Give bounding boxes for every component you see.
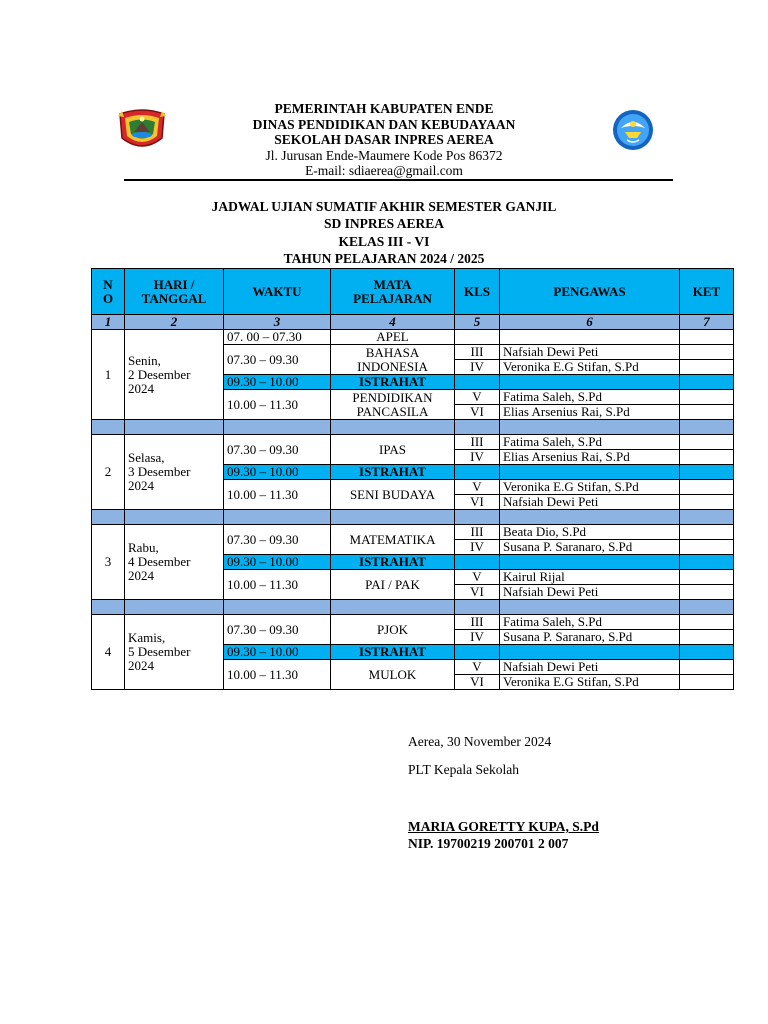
class-cell: IV (455, 540, 500, 555)
class-cell: V (455, 480, 500, 495)
day-date: Selasa, 3 Desember 2024 (125, 435, 224, 510)
document-title: JADWAL UJIAN SUMATIF AKHIR SEMESTER GANJIL (211, 199, 557, 214)
col-number: 4 (331, 315, 455, 330)
break-label: ISTRAHAT (331, 375, 455, 390)
proctor-cell: Susana P. Saranaro, S.Pd (500, 540, 680, 555)
day-number: 1 (92, 330, 125, 420)
table-row (92, 330, 734, 345)
class-cell: VI (455, 405, 500, 420)
break-time: 09.30 – 10.00 (224, 555, 331, 570)
proctor-cell: Nafsiah Dewi Peti (500, 585, 680, 600)
letterhead-divider (124, 179, 673, 181)
time-cell: 10.00 – 11.30 (224, 570, 331, 600)
class-cell: IV (455, 630, 500, 645)
signature-nip: NIP. 19700219 200701 2 007 (408, 836, 569, 851)
time-cell: 07.30 – 09.30 (224, 435, 331, 465)
subject-cell: MATEMATIKA (331, 525, 455, 555)
letterhead-department: DINAS PENDIDIKAN DAN KEBUDAYAAN (252, 117, 516, 132)
signature-name: MARIA GORETTY KUPA, S.Pd (408, 819, 599, 834)
subject-cell: SENI BUDAYA (331, 480, 455, 510)
col-number: 2 (125, 315, 224, 330)
class-cell: IV (455, 450, 500, 465)
letterhead-school: SEKOLAH DASAR INPRES AEREA (274, 132, 494, 147)
class-cell: VI (455, 495, 500, 510)
subject-cell: BAHASA INDONESIA (331, 345, 455, 375)
day-date: Kamis, 5 Desember 2024 (125, 615, 224, 690)
class-cell: III (455, 615, 500, 630)
proctor-cell: Elias Arsenius Rai, S.Pd (500, 405, 680, 420)
proctor-cell: Nafsiah Dewi Peti (500, 660, 680, 675)
document-class: KELAS III - VI (338, 234, 430, 249)
header-ket: KET (680, 269, 734, 315)
signature-place-date: Aerea, 30 November 2024 (408, 734, 552, 749)
day-number: 3 (92, 525, 125, 600)
time-cell: 10.00 – 11.30 (224, 660, 331, 690)
proctor-cell: Veronika E.G Stifan, S.Pd (500, 360, 680, 375)
class-cell: III (455, 525, 500, 540)
break-time: 09.30 – 10.00 (224, 645, 331, 660)
table-row (92, 525, 734, 540)
document-year: TAHUN PELAJARAN 2024 / 2025 (283, 251, 485, 266)
class-cell: VI (455, 675, 500, 690)
proctor-cell: Veronika E.G Stifan, S.Pd (500, 675, 680, 690)
table-row (92, 615, 734, 630)
subject-cell: PENDIDIKAN PANCASILA (331, 390, 455, 420)
letterhead-address: Jl. Jurusan Ende-Maumere Kode Pos 86372 (265, 148, 503, 163)
time-cell: 07.30 – 09.30 (224, 345, 331, 375)
col-number: 6 (500, 315, 680, 330)
subject-cell: IPAS (331, 435, 455, 465)
header-kls: KLS (455, 269, 500, 315)
time-cell: 10.00 – 11.30 (224, 480, 331, 510)
class-cell: V (455, 570, 500, 585)
proctor-cell: Beata Dio, S.Pd (500, 525, 680, 540)
break-time: 09.30 – 10.00 (224, 375, 331, 390)
proctor-cell: Fatima Saleh, S.Pd (500, 390, 680, 405)
subject-cell: PAI / PAK (331, 570, 455, 600)
header-mata-pelajaran: MATA PELAJARAN (331, 269, 455, 315)
header-waktu: WAKTU (224, 269, 331, 315)
col-number: 5 (455, 315, 500, 330)
table-header-row (92, 269, 734, 315)
separator-row (92, 600, 734, 615)
subject-cell: MULOK (331, 660, 455, 690)
col-number: 3 (224, 315, 331, 330)
column-number-row (92, 315, 734, 330)
break-label: ISTRAHAT (331, 555, 455, 570)
header-no: N O (92, 269, 125, 315)
separator-row (92, 420, 734, 435)
proctor-cell: Veronika E.G Stifan, S.Pd (500, 480, 680, 495)
time-cell: 10.00 – 11.30 (224, 390, 331, 420)
proctor-cell: Kairul Rijal (500, 570, 680, 585)
document-school: SD INPRES AEREA (323, 216, 445, 231)
col-number: 1 (92, 315, 125, 330)
day-date: Senin, 2 Desember 2024 (125, 330, 224, 420)
table-row (92, 435, 734, 450)
time-cell: 07.30 – 09.30 (224, 615, 331, 645)
time-cell: 07. 00 – 07.30 (224, 330, 331, 345)
separator-row (92, 510, 734, 525)
subject-cell: PJOK (331, 615, 455, 645)
class-cell: V (455, 660, 500, 675)
break-time: 09.30 – 10.00 (224, 465, 331, 480)
proctor-cell: Fatima Saleh, S.Pd (500, 615, 680, 630)
break-label: ISTRAHAT (331, 645, 455, 660)
letterhead-email: E-mail: sdiaerea@gmail.com (305, 163, 463, 178)
header-pengawas: PENGAWAS (500, 269, 680, 315)
proctor-cell: Nafsiah Dewi Peti (500, 495, 680, 510)
proctor-cell: Nafsiah Dewi Peti (500, 345, 680, 360)
header-hari-tanggal: HARI / TANGGAL (125, 269, 224, 315)
class-cell: IV (455, 360, 500, 375)
subject-cell: APEL (331, 330, 455, 345)
proctor-cell: Elias Arsenius Rai, S.Pd (500, 450, 680, 465)
class-cell: V (455, 390, 500, 405)
col-number: 7 (680, 315, 734, 330)
day-number: 2 (92, 435, 125, 510)
class-cell: III (455, 435, 500, 450)
class-cell: III (455, 345, 500, 360)
class-cell: VI (455, 585, 500, 600)
day-date: Rabu, 4 Desember 2024 (125, 525, 224, 600)
exam-schedule-table (91, 268, 734, 690)
proctor-cell: Susana P. Saranaro, S.Pd (500, 630, 680, 645)
signature-position: PLT Kepala Sekolah (408, 762, 519, 777)
proctor-cell: Fatima Saleh, S.Pd (500, 435, 680, 450)
letterhead-government: PEMERINTAH KABUPATEN ENDE (274, 101, 494, 116)
day-number: 4 (92, 615, 125, 690)
time-cell: 07.30 – 09.30 (224, 525, 331, 555)
break-label: ISTRAHAT (331, 465, 455, 480)
